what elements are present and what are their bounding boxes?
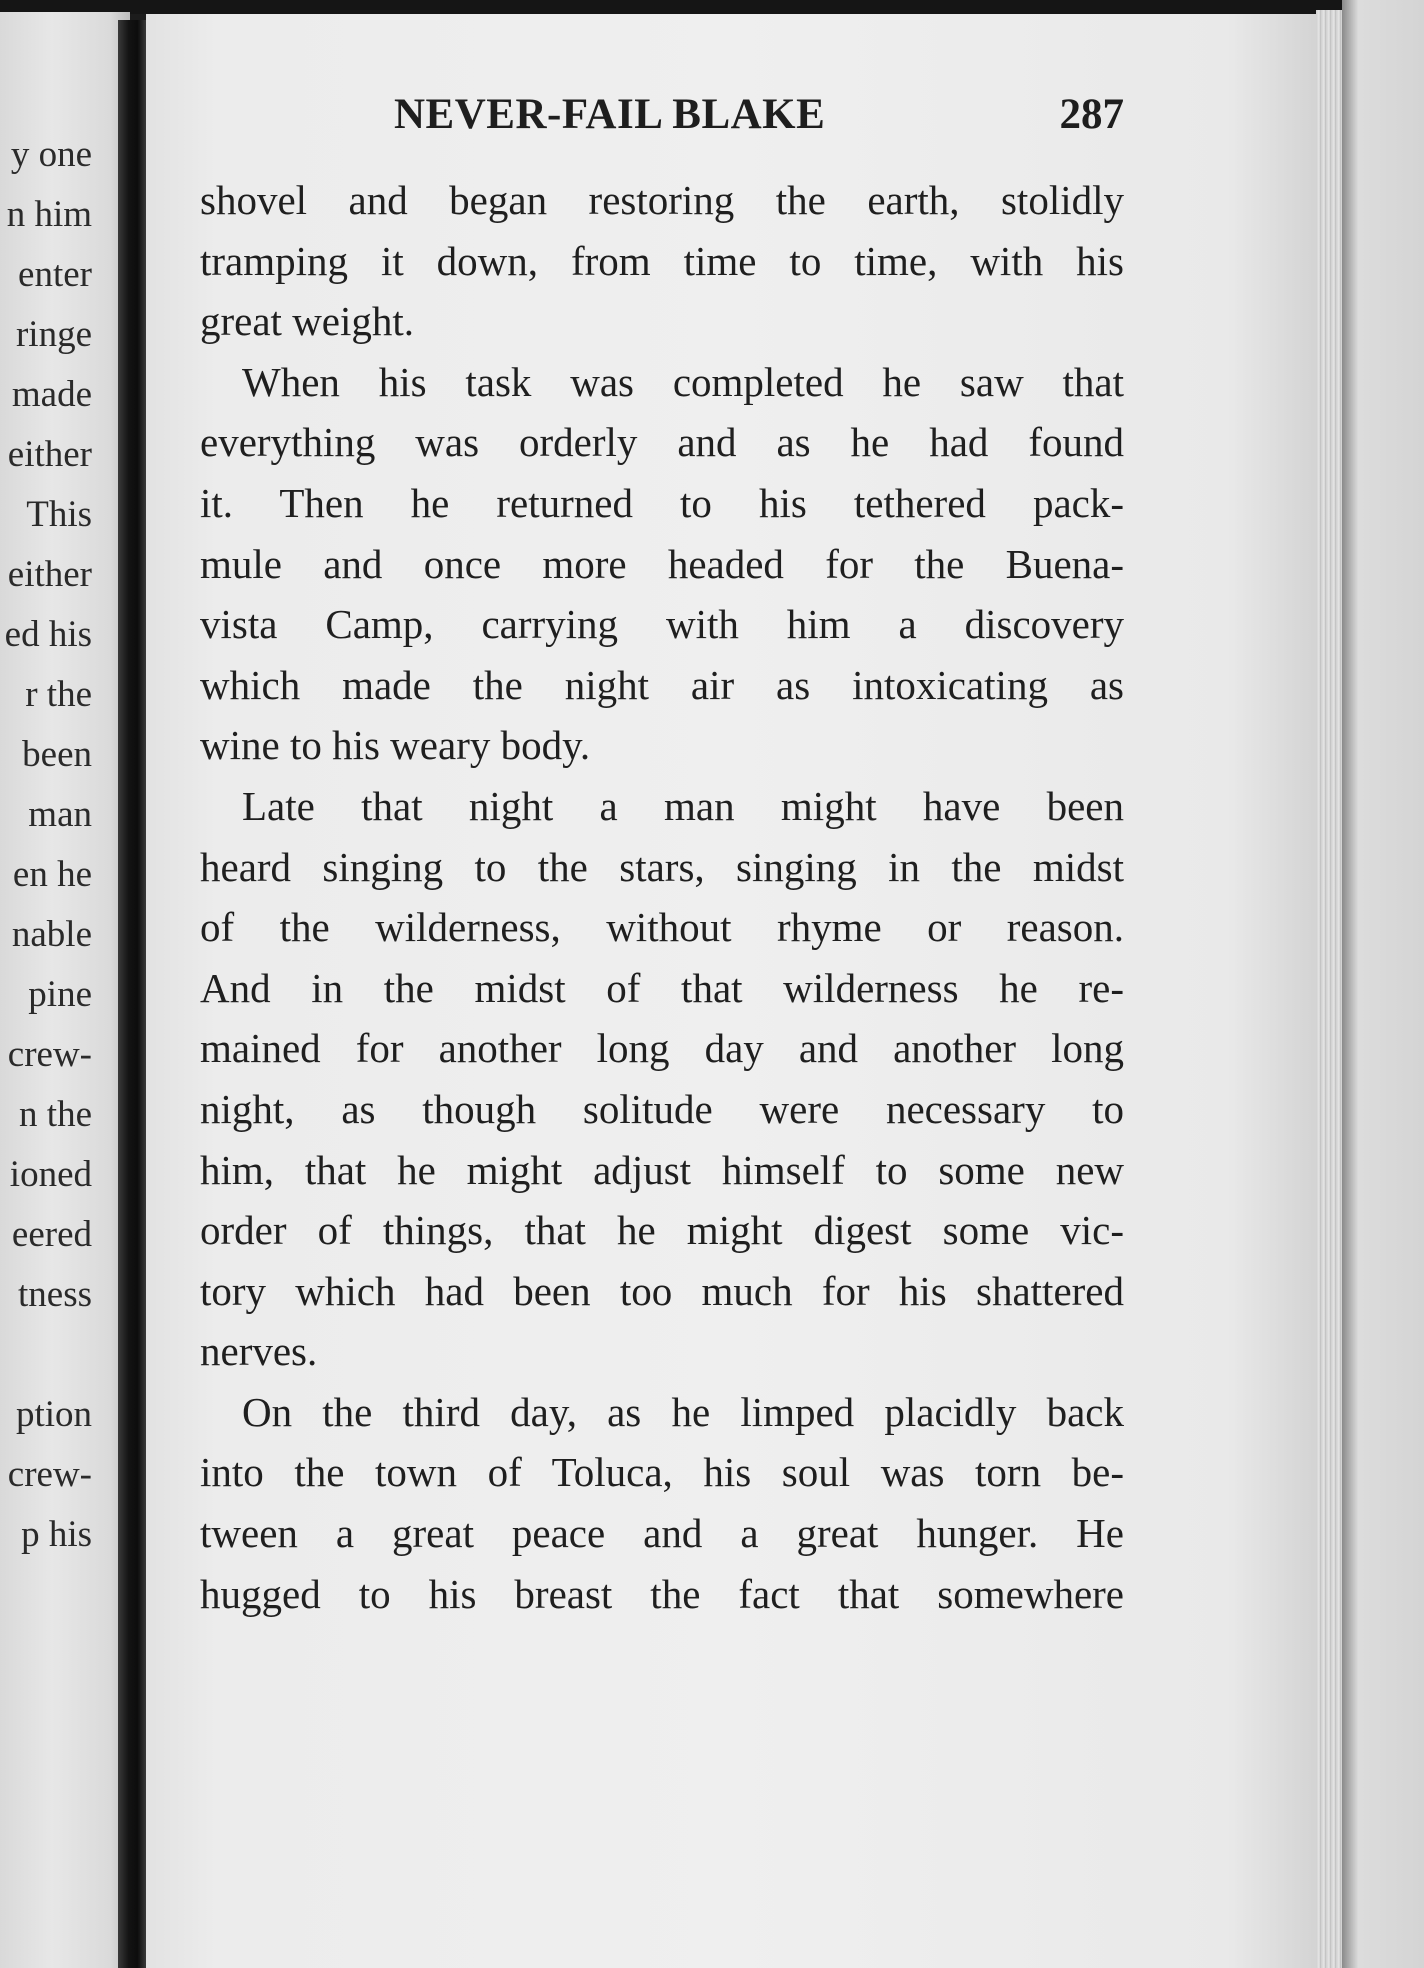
- text-line: tramping it down, from time to time, with his: [200, 237, 1124, 284]
- facing-page-line: crew-: [7, 1454, 92, 1495]
- facing-page-line: been: [22, 734, 92, 775]
- facing-page-line: either: [7, 554, 92, 595]
- facing-page-line: ed his: [4, 614, 92, 655]
- text-line: On the third day, as he limped placidly back: [242, 1388, 1124, 1435]
- facing-page-line: nable: [11, 914, 92, 955]
- running-head: [200, 90, 1124, 150]
- text-line: of the wilderness, without rhyme or reason.: [200, 904, 1124, 951]
- next-leaf-edge: [1342, 0, 1424, 1968]
- page-edge-stack: [1316, 10, 1344, 1968]
- text-line: great weight.: [200, 298, 415, 345]
- facing-page-fragment: [0, 12, 130, 1968]
- facing-page-line: either: [7, 434, 92, 475]
- text-line: mule and once more headed for the Buena-: [200, 540, 1124, 587]
- facing-page-line: eered: [11, 1214, 92, 1255]
- text-line: order of things, that he might digest some vic-: [200, 1207, 1124, 1254]
- facing-page-line: n him: [6, 194, 92, 235]
- text-line: shovel and began restoring the earth, stolidly: [200, 177, 1124, 223]
- facing-page-line: enter: [18, 254, 92, 295]
- facing-page-line: y one: [10, 134, 92, 175]
- text-line: And in the midst of that wilderness he re-: [200, 964, 1124, 1011]
- text-line: night, as though solitude were necessary to: [200, 1085, 1124, 1132]
- running-title: NEVER-FAIL BLAKE: [394, 91, 826, 138]
- text-line: it. Then he returned to his tethered pack-: [200, 479, 1124, 526]
- facing-page-line: n the: [19, 1094, 92, 1135]
- text-line: vista Camp, carrying with him a discovery: [200, 601, 1124, 648]
- facing-page-line: ioned: [9, 1154, 92, 1195]
- text-line: everything was orderly and as he had found: [200, 419, 1124, 466]
- text-line: into the town of Toluca, his soul was torn be-: [200, 1449, 1124, 1496]
- text-line: tory which had been too much for his shattered: [200, 1267, 1124, 1314]
- facing-page-line: This: [26, 494, 92, 535]
- text-line: nerves.: [200, 1328, 318, 1375]
- page-number: 287: [1059, 91, 1124, 138]
- text-line: When his task was completed he saw that: [242, 358, 1124, 405]
- facing-page-line: tness: [18, 1274, 92, 1315]
- text-line: Late that night a man might have been: [242, 782, 1124, 829]
- facing-page-line: ringe: [15, 314, 92, 355]
- facing-page-line: r the: [25, 674, 92, 715]
- body-text: [200, 170, 1124, 1624]
- text-line: heard singing to the stars, singing in the midst: [200, 843, 1124, 890]
- facing-page-line: pine: [28, 974, 92, 1015]
- facing-page-line: ption: [15, 1394, 92, 1435]
- text-line: him, that he might adjust himself to some new: [200, 1146, 1124, 1193]
- scan-top-edge: [0, 0, 1424, 14]
- text-line: which made the night air as intoxicating as: [200, 661, 1124, 708]
- text-line: mained for another long day and another long: [200, 1025, 1124, 1072]
- facing-page-line: crew-: [7, 1034, 92, 1075]
- facing-page-line: en he: [12, 854, 92, 895]
- text-line: tween a great peace and a great hunger. He: [200, 1510, 1124, 1557]
- facing-page-line: man: [28, 794, 92, 835]
- text-line: hugged to his breast the fact that somewhere: [200, 1570, 1124, 1617]
- text-line: wine to his weary body.: [200, 722, 591, 769]
- book-gutter: [118, 20, 148, 1968]
- facing-page-line: made: [11, 374, 92, 415]
- facing-page-line: p his: [21, 1514, 92, 1555]
